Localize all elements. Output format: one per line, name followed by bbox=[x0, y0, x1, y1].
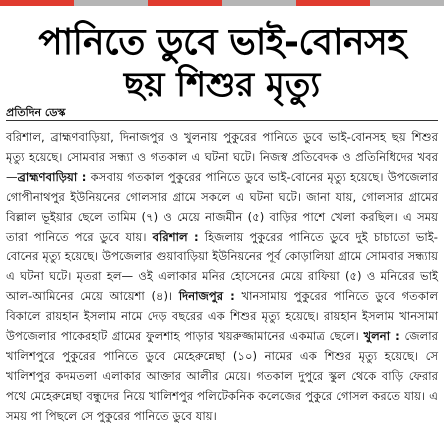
top-bar-segment bbox=[74, 0, 148, 6]
top-bar-segment bbox=[0, 0, 74, 6]
article-text: জেলার খালিশপুরে পুকুরের পানিতে ডুবে মেহেরুন্নেছা (১০) নামের এক শিশুর মৃত্যু হয়েছে। সে খালিশপুর কদমতলা এলাকার আক্তার আলীর মেয়ে। গতকাল দুপুরে স্কুল থেকে বাড়ি ফেরার পথে মেহেরুন্নেছা বন্ধুদের নিয়ে খালিশপুর পলিটেকনিক কলেজের পুকুরে গোসল করতে যায়। এ সময় পা পিছলে সে পুকুরের পানিতে ডুবে যায়। bbox=[6, 329, 438, 423]
article-text: খানসামায় পুকুরের পানিতে ডুবে গতকাল বিকালে রায়হান ইসলাম নামে দেড় বছরের এক শিশুর মৃত্যু হয়েছে। রায়হান ইসলাম খানসামা উপজেলার পাকেরহাট গ্রামের ফুলশাহ পাড়ার খয়রুজ্জামানের একমাত্র ছেলে। bbox=[6, 289, 438, 344]
location-label-brahmanbaria: ব্রাহ্মণবাড়িয়া : bbox=[17, 169, 87, 184]
article-text: হিজলায় পুকুরের পানিতে ডুবে দুই চাচাতো ভাই-বোনের মৃত্যু হয়েছে। উপজেলার গুয়াবাড়িয়া ইউনিয়নের পূর্ব কোড়ালিয়া গ্রামে সোমবার সন্ধ্যায় এ ঘটনা ঘটে। মৃতরা হল— ওই এলাকার মনির হোসেনের মেয়ে রাফিয়া (৫) ও মনিরের ভাই আল-আমিনের মেয়ে আয়েশা (৪)। bbox=[6, 229, 438, 304]
top-color-bar bbox=[0, 0, 444, 6]
top-bar-segment bbox=[370, 0, 444, 6]
top-bar-segment bbox=[296, 0, 370, 6]
location-label-khulna: খুলনা : bbox=[363, 329, 400, 344]
article-body bbox=[6, 128, 438, 423]
byline: প্রতিদিন ডেস্ক bbox=[6, 106, 66, 119]
byline-divider bbox=[6, 120, 438, 121]
location-label-dinajpur: দিনাজপুর : bbox=[178, 289, 235, 304]
headline-line-1: পানিতে ডুবে ভাই-বোনসহ bbox=[38, 22, 406, 63]
top-bar-segment bbox=[222, 0, 296, 6]
headline-line-2: ছয় শিশুর মৃত্যু bbox=[123, 65, 321, 105]
article-text: কসবায় গতকাল পুকুরের পানিতে ডুবে ভাই-বোনের মৃত্যু হয়েছে। উপজেলার গোপীনাথপুর ইউনিয়নের গোলসার গ্রামে সকলে এ ঘটনা ঘটে। জানা যায়, গোলসার গ্রামের বিল্লাল ভূইয়ার ছেলে তামিম (৭) ও মেয়ে নাজমীন (৫) বাড়ির পাশে খেলা করছিল। এ সময় তারা পানিতে পরে ডুবে যায়। bbox=[6, 169, 438, 244]
article-text: বরিশাল, ব্রাহ্মণবাড়িয়া, দিনাজপুর ও খুলনায় পুকুরের পানিতে ডুবে ভাই-বোনসহ ছয় শিশুর মৃত্যু হয়েছে। সোমবার সন্ধ্যা ও গতকাল এ ঘটনা ঘটে। নিজস্ব প্রতিবেদক ও প্রতিনিধিদের খবর— bbox=[6, 130, 438, 184]
headline bbox=[0, 22, 444, 106]
location-label-barishal: বরিশাল : bbox=[152, 229, 199, 244]
top-bar-segment bbox=[148, 0, 222, 6]
